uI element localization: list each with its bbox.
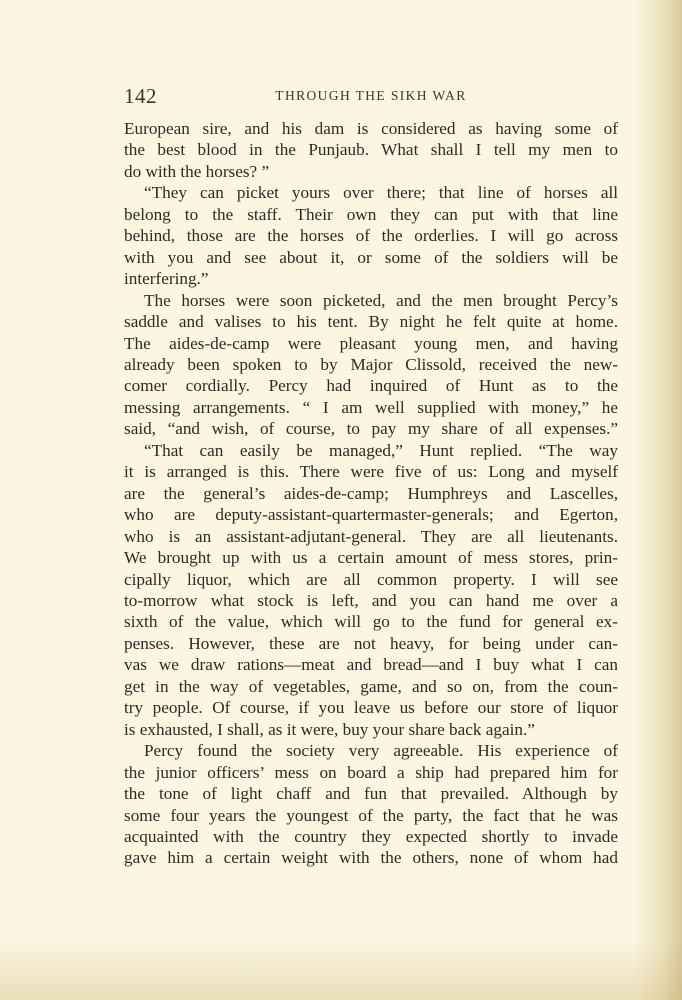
text-line: European sire, and his dam is considered as having some of <box>124 119 618 138</box>
text-line: the best blood in the Punjaub. What shall I tell my men to <box>124 140 618 160</box>
text-line: already been spoken to by Major Clissold, received the new- <box>124 354 618 374</box>
text-line: behind, those are the horses of the orderlies. I will go across <box>124 226 618 246</box>
text-line: “That can easily be managed,” Hunt replied. “The way <box>144 440 618 460</box>
text-line: belong to the staff. Their own they can put with that line <box>124 204 618 224</box>
text-line: some four years the youngest of the party, the fact that he was <box>124 805 618 825</box>
text-line: sixth of the value, which will go to the fund for general ex- <box>124 612 618 632</box>
text-line: acquainted with the country they expected shortly to invade <box>124 826 618 846</box>
text-line: the tone of light chaff and fun that prevailed. Although by <box>124 784 618 804</box>
text-line: The horses were soon picketed, and the men brought Percy’s <box>144 290 618 310</box>
text-line: saddle and valises to his tent. By night he felt quite at home. <box>124 312 618 332</box>
text-line: is exhausted, I shall, as it were, buy your share back again.” <box>124 719 535 739</box>
text-line: are the general’s aides-de-camp; Humphreys and Lascelles, <box>124 483 618 503</box>
text-line: comer cordially. Percy had inquired of Hunt as to the <box>124 376 618 396</box>
text-line: the junior officers’ mess on board a ship had prepared him for <box>124 762 618 782</box>
body-text <box>124 118 618 869</box>
text-line: who are deputy-assistant-quartermaster-generals; and Egerton, <box>124 505 618 525</box>
text-line: with you and see about it, or some of the soldiers will be <box>124 247 618 267</box>
running-head <box>124 84 618 108</box>
text-line: get in the way of vegetables, game, and so on, from the coun- <box>124 676 618 696</box>
text-line: penses. However, these are not heavy, for being under can- <box>124 633 618 653</box>
text-line: it is arranged is this. There were five of us: Long and myself <box>124 462 618 482</box>
text-line: interfering.” <box>124 269 209 289</box>
text-line: The aides-de-camp were pleasant young men, and having <box>124 333 618 353</box>
text-line: vas we draw rations—meat and bread—and I buy what I can <box>124 655 618 675</box>
text-line: cipally liquor, which are all common property. I will see <box>124 569 618 589</box>
text-line: “They can picket yours over there; that line of horses all <box>144 183 618 203</box>
text-line: Percy found the society very agreeable. His experience of <box>144 741 618 761</box>
page-number: 142 <box>124 84 157 108</box>
text-line: try people. Of course, if you leave us before our store of liquor <box>124 698 618 718</box>
text-line: do with the horses? ” <box>124 161 270 181</box>
text-line: to-morrow what stock is left, and you can hand me over a <box>124 590 618 610</box>
text-line: We brought up with us a certain amount of mess stores, prin- <box>124 548 618 568</box>
text-line: messing arrangements. “ I am well supplied with money,” he <box>124 397 618 417</box>
text-line: said, “and wish, of course, to pay my share of all expenses.” <box>124 419 618 439</box>
running-title: THROUGH THE SIKH WAR <box>275 88 467 103</box>
text-line: who is an assistant-adjutant-general. They are all lieutenants. <box>124 526 618 546</box>
text-line: gave him a certain weight with the others, none of whom had <box>124 848 618 868</box>
